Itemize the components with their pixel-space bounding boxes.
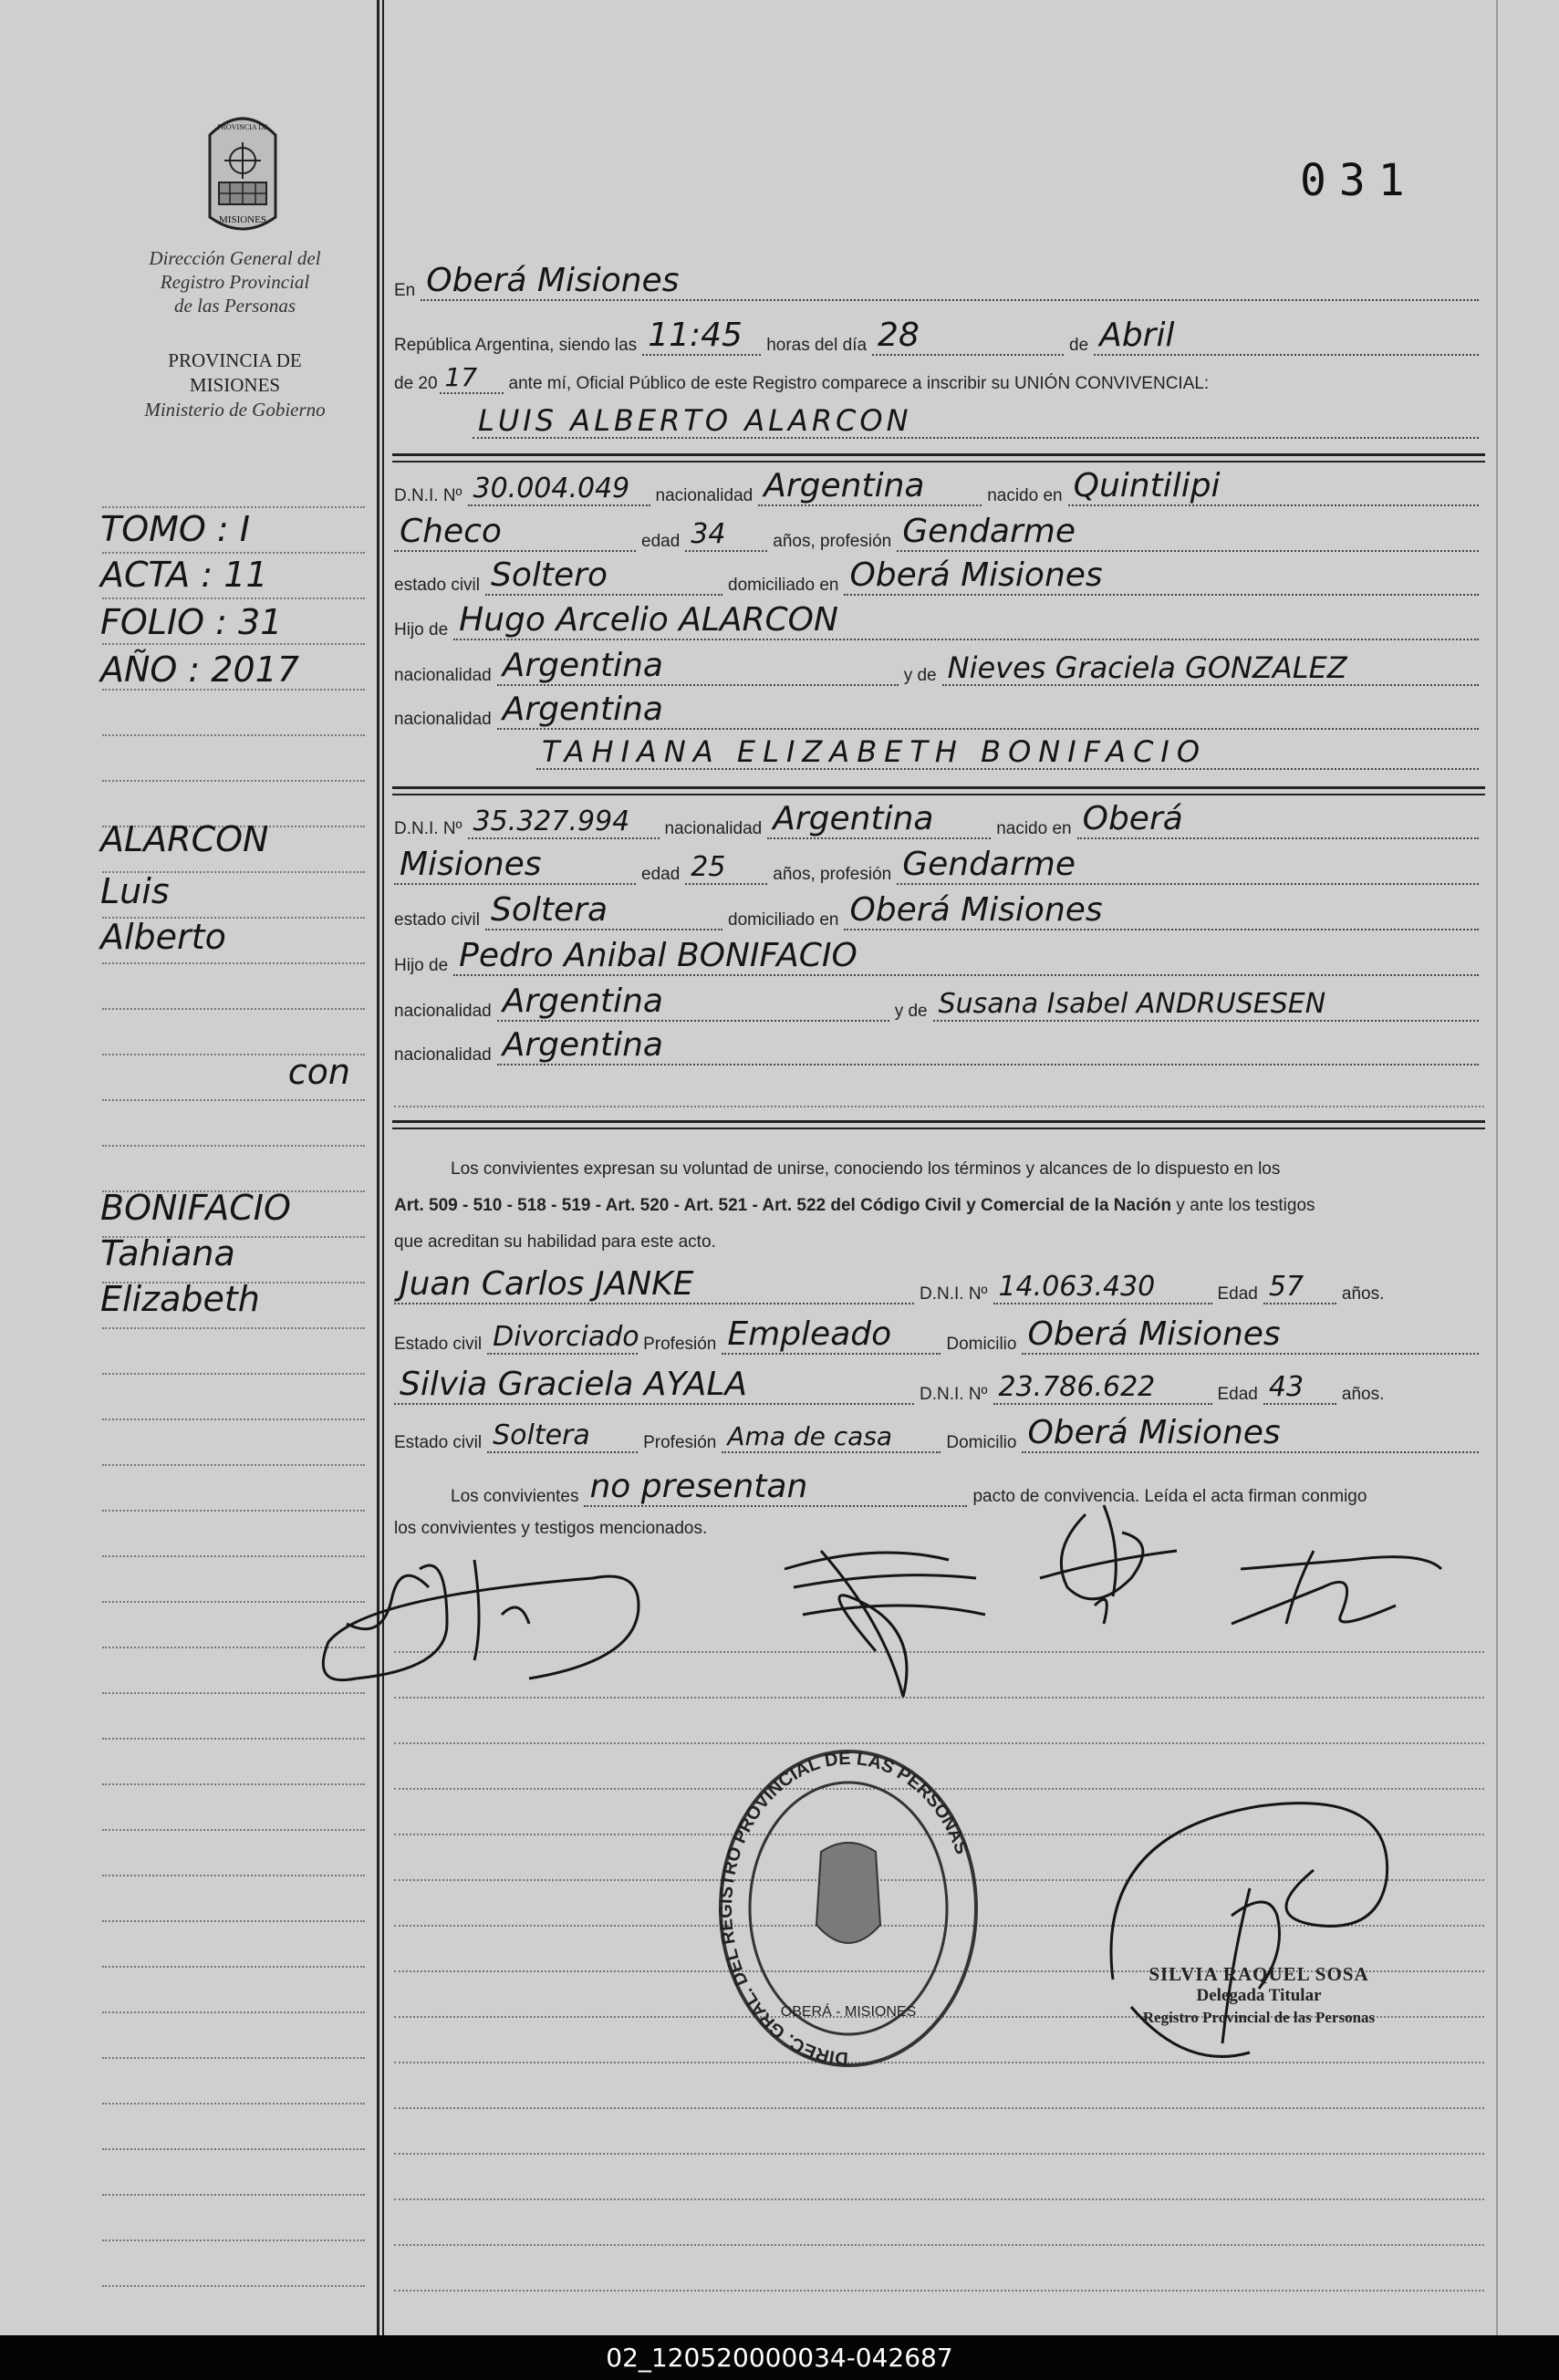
w1-name-row	[394, 1265, 1484, 1304]
p1-age: 34	[691, 518, 726, 550]
margin-rule	[102, 1829, 365, 1831]
p2-mother-nat-row	[394, 1026, 1484, 1065]
stamp-ring-text: DIREC. GRAL. DEL REGISTRO PROVINCIAL DE LAS PERSONAS	[715, 1748, 972, 2069]
margin-rule	[102, 962, 365, 964]
w1-civil-field	[487, 1321, 639, 1355]
province-line-2: MISIONES	[189, 374, 281, 396]
p2-birthplace-field	[1077, 800, 1479, 839]
page-number: 031	[1300, 155, 1418, 206]
margin-rule	[102, 1373, 365, 1375]
margin-folio: FOLIO : 31	[100, 602, 283, 642]
p1-profession-field	[897, 515, 1479, 552]
nacionalidad-label: nacionalidad	[394, 1045, 492, 1065]
intro-place-row	[394, 262, 1484, 301]
pact-rest: pacto de convivencia. Leída el acta firman conmigo	[972, 1487, 1367, 1506]
p1-nationality: Argentina	[764, 467, 925, 504]
p2-domicile-field	[844, 891, 1479, 930]
w1-profession-field	[722, 1315, 941, 1355]
nacido-label: nacido en	[987, 486, 1063, 505]
pact-line-2-text: los convivientes y testigos mencionados.	[394, 1519, 708, 1538]
partner2-name-field	[536, 734, 1479, 770]
profesion-label: años, profesión	[773, 865, 892, 884]
estado-civil-label: Estado civil	[394, 1335, 483, 1354]
declaration-line-2	[394, 1188, 1484, 1224]
w1-age: 57	[1268, 1271, 1304, 1303]
p1-father-field	[453, 601, 1479, 640]
p2-father-field	[453, 937, 1479, 976]
profesion-label: años, profesión	[773, 532, 892, 551]
p2-civil-row	[394, 891, 1484, 930]
p2-father-nat-field	[497, 982, 889, 1022]
section-divider	[392, 1120, 1485, 1123]
p2-dni-field	[468, 805, 660, 839]
partner2-name-value: TAHIANA ELIZABETH BONIFACIO	[542, 734, 1208, 769]
p1-father-nat-field	[497, 647, 899, 686]
w1-name: Juan Carlos JANKE	[400, 1265, 694, 1303]
p1-dni: 30.004.049	[473, 473, 630, 504]
p1-mother: Nieves Graciela GONZALEZ	[947, 650, 1347, 685]
logo-text-top: PROVINCIA DE	[217, 123, 268, 131]
pact-label: Los convivientes	[451, 1487, 579, 1506]
hijo-de-label: Hijo de	[394, 620, 449, 639]
w2-dni-field	[993, 1371, 1212, 1405]
domicilio-label: Domicilio	[946, 1335, 1017, 1354]
p2-profession: Gendarme	[902, 846, 1076, 883]
institution-line-3: de las Personas	[174, 295, 296, 317]
margin-rule	[102, 2057, 365, 2059]
w1-profession: Empleado	[727, 1315, 892, 1353]
w1-name-field	[394, 1265, 914, 1304]
officer-title: Delegada Titular	[1196, 1986, 1322, 2005]
p1-dni-field	[468, 475, 650, 506]
margin-acta: ACTA : 11	[100, 555, 268, 595]
time-field	[642, 319, 761, 356]
section-divider	[392, 786, 1485, 789]
place-field	[421, 262, 1479, 301]
w2-name-field	[394, 1368, 914, 1405]
day-field	[872, 319, 1064, 356]
p1-father: Hugo Arcelio ALARCON	[459, 601, 838, 639]
page-right-border	[1496, 0, 1498, 2335]
day-value: 28	[878, 317, 920, 354]
nacionalidad-label: nacionalidad	[655, 486, 754, 505]
declaration-text	[394, 1151, 1484, 1261]
ruled-line	[394, 2153, 1484, 2155]
margin-rule	[102, 1099, 365, 1101]
margin-rule	[102, 552, 365, 554]
margin-rule	[102, 2285, 365, 2287]
edad-label: Edad	[1217, 1385, 1258, 1404]
profesion-label: Profesión	[643, 1433, 717, 1452]
edad-label: Edad	[1217, 1284, 1258, 1304]
anios-label: años.	[1341, 1284, 1385, 1304]
w2-profession: Ama de casa	[727, 1421, 893, 1451]
declaration-line-3: que acreditan su habilidad para este acto.	[394, 1232, 716, 1252]
officer-stamp	[1095, 1963, 1423, 2029]
p2-father-row	[394, 937, 1484, 976]
p1-civil-row	[394, 556, 1484, 596]
margin-rule	[102, 1145, 365, 1147]
p2-birthplace-cont-field	[394, 848, 636, 885]
w2-dni: 23.786.622	[998, 1371, 1156, 1403]
section-divider	[392, 1128, 1485, 1129]
w1-civil-status: Divorciado	[493, 1321, 639, 1353]
p2-birthplace: Oberá	[1082, 800, 1183, 837]
pact-row	[394, 1468, 1484, 1507]
province-heading	[109, 348, 360, 422]
republica-label: República Argentina, siendo las	[394, 336, 638, 355]
w2-civil-field	[487, 1419, 638, 1453]
p1-father-row	[394, 601, 1484, 640]
margin-surname-2: BONIFACIO	[100, 1188, 291, 1228]
p2-profession-field	[897, 848, 1479, 885]
ante-text: ante mí, Oficial Público de este Registro comparece a inscribir su UNIÓN CONVIVENCIAL:	[508, 374, 1210, 393]
edad-label: edad	[641, 532, 681, 551]
p2-mother-nat-field	[497, 1026, 1479, 1065]
p2-age-row	[394, 848, 1484, 885]
partner1-name-value: LUIS ALBERTO ALARCON	[478, 403, 912, 438]
ruled-line	[394, 2198, 1484, 2200]
p2-domicile: Oberá Misiones	[849, 891, 1103, 929]
w1-domicile: Oberá Misiones	[1027, 1315, 1281, 1353]
en-label: En	[394, 281, 416, 300]
province-seal-logo	[203, 108, 283, 244]
margin-rule	[102, 780, 365, 782]
p1-civil-status: Soltero	[491, 556, 608, 594]
p1-domicile-field	[844, 556, 1479, 596]
p2-age-field	[685, 851, 767, 885]
p1-civil-field	[485, 556, 722, 596]
p1-mother-nat-field	[497, 693, 1479, 730]
p1-age-field	[685, 518, 767, 552]
document-id-footer: 02_120520000034-042687	[0, 2335, 1559, 2380]
ruled-line	[394, 2244, 1484, 2246]
p1-birthplace-cont-field	[394, 515, 636, 552]
dni-label: D.N.I. Nº	[920, 1385, 988, 1404]
margin-rule	[102, 2240, 365, 2241]
y-de-label: y de	[894, 1002, 928, 1021]
p2-mother-nationality: Argentina	[502, 1026, 663, 1064]
p1-mother-nat-row	[394, 693, 1484, 730]
p2-mother: Susana Isabel ANDRUSESEN	[938, 988, 1326, 1020]
nacido-label: nacido en	[996, 819, 1072, 838]
partner1-name-row	[394, 403, 1484, 439]
p2-father-nationality: Argentina	[502, 982, 663, 1020]
institution-name	[109, 246, 360, 317]
partner2-name-row	[394, 734, 1484, 770]
p2-nationality: Argentina	[773, 800, 934, 837]
edad-label: edad	[641, 865, 681, 884]
w2-age: 43	[1268, 1371, 1304, 1403]
w2-domicile-field	[1022, 1414, 1479, 1453]
dni-label: D.N.I. Nº	[394, 819, 463, 838]
margin-rule	[102, 1738, 365, 1740]
declaration-articles: Art. 509 - 510 - 518 - 519 - Art. 520 - Art. 521 - Art. 522 del Código Civil y Comercial de la Nación	[394, 1196, 1172, 1215]
domicilio-label: Domicilio	[946, 1433, 1017, 1452]
institution-line-2: Registro Provincial	[160, 271, 310, 293]
w2-civil-status: Soltera	[493, 1419, 590, 1451]
signature-partner2	[766, 1514, 1003, 1706]
p1-parents-nat-row	[394, 647, 1484, 686]
w1-age-field	[1263, 1273, 1336, 1304]
ruled-line	[394, 2290, 1484, 2292]
ruled-line	[394, 1106, 1484, 1107]
hijo-de-label: Hijo de	[394, 956, 449, 975]
dni-label: D.N.I. Nº	[920, 1284, 988, 1304]
p1-birthplace-field	[1068, 467, 1479, 506]
margin-firstname-1: Luis	[100, 871, 170, 911]
p1-mother-field	[942, 650, 1479, 686]
margin-rule	[102, 598, 365, 599]
margin-rule	[102, 1966, 365, 1968]
p2-dni-row	[394, 800, 1484, 839]
p2-father: Pedro Anibal BONIFACIO	[459, 937, 857, 974]
margin-rule	[102, 1875, 365, 1876]
estado-civil-label: estado civil	[394, 576, 480, 595]
month-value: Abril	[1099, 317, 1175, 354]
nacionalidad-label: nacionalidad	[664, 819, 763, 838]
signature-officer	[1095, 1779, 1405, 2080]
margin-rule	[102, 643, 365, 645]
w1-dni-field	[993, 1273, 1212, 1304]
officer-name: SILVIA RAQUEL SOSA	[1148, 1963, 1369, 1985]
w1-dni: 14.063.430	[998, 1271, 1156, 1303]
margin-rule	[102, 506, 365, 508]
margin-anio: AÑO : 2017	[100, 650, 299, 690]
place-value: Oberá Misiones	[426, 262, 680, 299]
section-divider	[392, 453, 1485, 456]
pact-field	[584, 1468, 967, 1507]
w1-domicile-field	[1022, 1315, 1479, 1355]
profesion-label: Profesión	[643, 1335, 717, 1354]
section-divider	[392, 461, 1485, 462]
margin-rule	[102, 2103, 365, 2105]
estado-civil-label: estado civil	[394, 910, 480, 930]
domiciliado-label: domiciliado en	[728, 576, 839, 595]
time-value: 11:45	[648, 317, 743, 354]
year-field	[440, 362, 504, 394]
p2-mother-field	[933, 988, 1479, 1022]
anios-label: años.	[1341, 1385, 1385, 1404]
p2-civil-status: Soltera	[491, 891, 608, 929]
margin-rule	[102, 2011, 365, 2013]
p2-age: 25	[691, 851, 726, 883]
pact-value: no presentan	[589, 1468, 808, 1505]
institution-line-1: Dirección General del	[149, 247, 321, 269]
domiciliado-label: domiciliado en	[728, 910, 839, 930]
year-value: 17	[444, 362, 478, 392]
ministry-name: Ministerio de Gobierno	[144, 399, 326, 421]
margin-con: con	[287, 1052, 350, 1092]
officer-office: Registro Provincial de las Personas	[1142, 2009, 1376, 2026]
signature-partner1	[292, 1514, 657, 1697]
p2-parents-nat-row	[394, 982, 1484, 1022]
p2-birthplace-cont: Misiones	[400, 846, 542, 883]
margin-rule	[102, 1008, 365, 1010]
w2-details-row	[394, 1414, 1484, 1453]
margin-tomo: TOMO : I	[100, 509, 250, 549]
p2-civil-field	[485, 891, 722, 930]
margin-rule	[102, 1783, 365, 1785]
province-line-1: PROVINCIA DE	[168, 349, 302, 371]
nacionalidad-label: nacionalidad	[394, 666, 492, 685]
nacionalidad-label: nacionalidad	[394, 710, 492, 729]
horas-label: horas del día	[766, 336, 868, 355]
p1-birthplace-cont: Checo	[400, 513, 502, 550]
p1-mother-nationality: Argentina	[502, 691, 663, 728]
margin-rule	[102, 734, 365, 736]
margin-middlename-2: Elizabeth	[100, 1279, 260, 1319]
section-divider	[392, 794, 1485, 795]
margin-rule	[102, 1920, 365, 1922]
signature-witness1	[1013, 1496, 1195, 1633]
margin-divider-left	[377, 0, 379, 2335]
de-label: de	[1069, 336, 1089, 355]
p1-birthplace: Quintilipi	[1073, 467, 1221, 504]
declaration-testigos: y ante los testigos	[1176, 1196, 1315, 1215]
estado-civil-label: Estado civil	[394, 1433, 483, 1452]
de20-label: de 20	[394, 374, 438, 393]
p1-father-nationality: Argentina	[502, 647, 663, 684]
margin-rule	[102, 1510, 365, 1512]
margin-rule	[102, 1419, 365, 1420]
ruled-line	[394, 2107, 1484, 2109]
intro-date-row	[394, 319, 1484, 356]
p2-nationality-field	[767, 800, 991, 839]
margin-rule	[102, 2194, 365, 2196]
w2-name-row	[394, 1368, 1484, 1405]
p1-age-row	[394, 515, 1484, 552]
w2-age-field	[1263, 1371, 1336, 1405]
nacionalidad-label: nacionalidad	[394, 1002, 492, 1021]
w2-profession-field	[722, 1421, 941, 1453]
declaration-line-1: Los convivientes expresan su voluntad de unirse, conociendo los términos y alcances de lo dispuesto en los	[451, 1159, 1281, 1179]
p1-domicile: Oberá Misiones	[849, 556, 1103, 594]
p1-profession: Gendarme	[902, 513, 1076, 550]
logo-text-bottom: MISIONES	[219, 214, 266, 225]
w2-name: Silvia Graciela AYALA	[400, 1366, 748, 1403]
p1-dni-row	[394, 467, 1484, 506]
margin-rule	[102, 1327, 365, 1329]
signature-witness2	[1213, 1533, 1450, 1642]
y-de-label: y de	[903, 666, 937, 685]
w2-domicile: Oberá Misiones	[1027, 1414, 1281, 1451]
registry-seal-stamp	[712, 1742, 985, 2089]
partner1-name-field	[473, 403, 1479, 439]
margin-middlename-1: Alberto	[100, 917, 226, 957]
w1-details-row	[394, 1315, 1484, 1355]
stamp-inner-text: OBERÁ - MISIONES	[780, 2004, 917, 2020]
dni-label: D.N.I. Nº	[394, 486, 463, 505]
margin-divider-right	[382, 0, 384, 2335]
intro-year-row	[394, 362, 1484, 394]
month-field	[1094, 319, 1479, 356]
p2-dni: 35.327.994	[473, 805, 630, 837]
margin-rule	[102, 2148, 365, 2150]
margin-firstname-2: Tahiana	[100, 1233, 235, 1273]
margin-surname-1: ALARCON	[100, 819, 269, 859]
margin-rule	[102, 1464, 365, 1466]
p1-nationality-field	[758, 467, 982, 506]
